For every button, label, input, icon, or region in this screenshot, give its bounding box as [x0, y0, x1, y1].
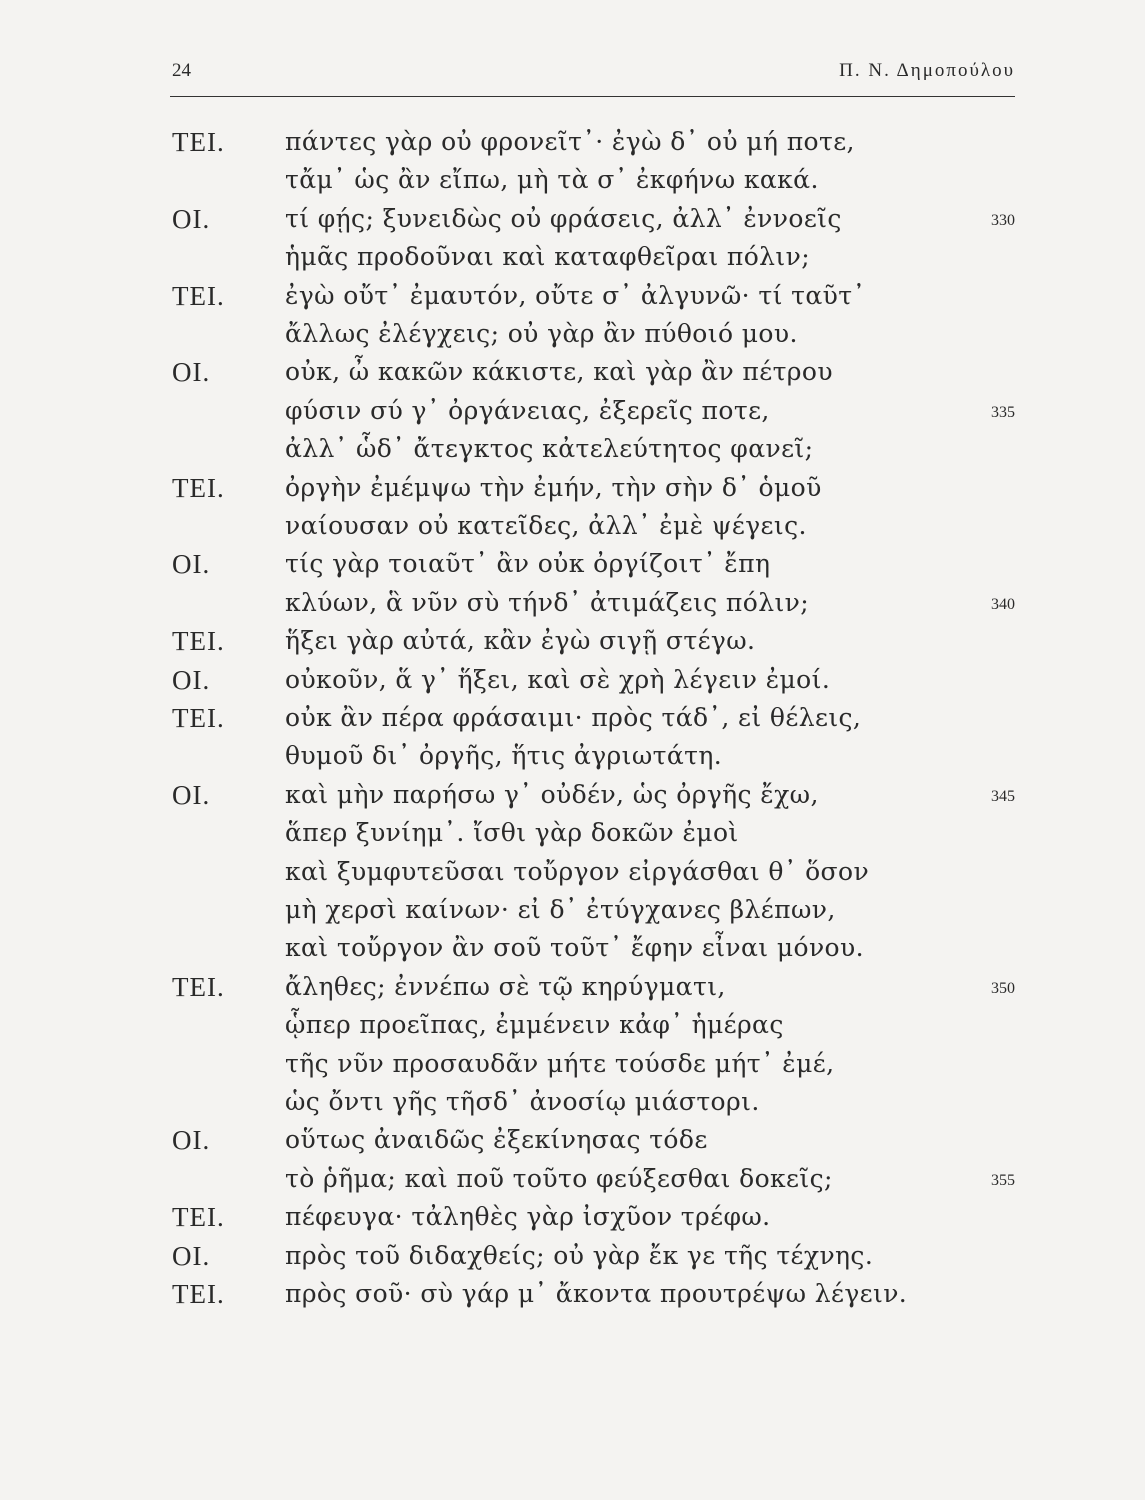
verse-line: [0, 1082, 1145, 1122]
speaker-label: ΤΕΙ.: [172, 626, 225, 657]
speaker-label: ΟΙ.: [172, 357, 211, 388]
verse-line: [0, 583, 1145, 623]
verse-text: ᾧπερ προεῖπας, ἐμμένειν κἀφ᾽ ἡμέρας: [285, 1010, 784, 1040]
verse-text: φύσιν σύ γ᾽ ὀργάνειας, ἐξερεῖς ποτε,: [285, 395, 770, 425]
verse-text: τὸ ῥῆμα; καὶ ποῦ τοῦτο φεύξεσθαι δοκεῖς;: [285, 1163, 833, 1193]
verse-text: ἅπερ ξυνίημ᾽. ἴσθι γὰρ δοκῶν ἐμοὶ: [285, 818, 739, 848]
speaker-label: ΟΙ.: [172, 1125, 211, 1156]
verse-line: [0, 698, 1145, 738]
speaker-label: ΤΕΙ.: [172, 280, 225, 311]
verse-text: ἐγὼ οὔτ᾽ ἐμαυτόν, οὔτε σ᾽ ἀλγυνῶ· τί ταῦτ᾽: [285, 280, 866, 310]
verse-line: [0, 660, 1145, 700]
verse-line: [0, 429, 1145, 469]
speaker-label: ΟΙ.: [172, 779, 211, 810]
speaker-label: ΟΙ.: [172, 203, 211, 234]
verse-text: ἀλλ᾽ ὧδ᾽ ἄτεγκτος κἀτελεύτητος φανεῖ;: [285, 434, 814, 464]
page-number: 24: [172, 60, 191, 81]
verse-text: πάντες γὰρ οὐ φρονεῖτ᾽· ἐγὼ δ᾽ οὐ μή ποτε,: [285, 127, 855, 156]
speaker-label: ΤΕΙ.: [172, 127, 225, 157]
verse-text: οὐκ ἂν πέρα φράσαιμι· πρὸς τάδ᾽, εἰ θέλεις,: [285, 703, 862, 732]
verse-text: τί φῄς; ξυνειδὼς οὐ φράσεις, ἀλλ᾽ ἐννοεῖς: [285, 203, 842, 233]
verse-text: πρὸς σοῦ· σὺ γάρ μ᾽ ἄκοντα προυτρέψω λέγειν.: [285, 1279, 908, 1308]
verse-line: [0, 813, 1145, 853]
verse-text: ἄληθες; ἐννέπω σὲ τῷ κηρύγματι,: [285, 971, 726, 1001]
speaker-label: ΟΙ.: [172, 664, 211, 695]
verse-line: [0, 1236, 1145, 1276]
verse-text: ὀργὴν ἐμέμψω τὴν ἐμήν, τὴν σὴν δ᾽ ὁμοῦ: [285, 472, 822, 502]
verse-text: οὐκοῦν, ἅ γ᾽ ἥξει, καὶ σὲ χρὴ λέγειν ἐμοί.: [285, 664, 831, 694]
speaker-label: ΤΕΙ.: [172, 1279, 225, 1309]
verse-line: [0, 544, 1145, 584]
verse-text: καὶ ξυμφυτεῦσαι τοὔργον εἰργάσθαι θ᾽ ὅσον: [285, 856, 870, 886]
verse-line: [0, 1044, 1145, 1084]
verse-text: τίς γὰρ τοιαῦτ᾽ ἂν οὐκ ὀργίζοιτ᾽ ἔπη: [285, 549, 771, 579]
verse-line: [0, 1159, 1145, 1199]
line-number: 355: [991, 1171, 1015, 1189]
speaker-label: ΤΕΙ.: [172, 1202, 225, 1233]
line-number: 340: [991, 595, 1015, 613]
verse-line: [0, 928, 1145, 968]
verse-text: θυμοῦ δι᾽ ὀργῆς, ἥτις ἀγριωτάτη.: [285, 741, 723, 771]
verse-line: [0, 506, 1145, 546]
verse-line: [0, 160, 1145, 200]
speaker-label: ΤΕΙ.: [172, 971, 225, 1002]
verse-text: πρὸς τοῦ διδαχθείς; οὐ γὰρ ἔκ γε τῆς τέχνης.: [285, 1240, 874, 1270]
line-number: 335: [991, 403, 1015, 421]
verse-text: οὐκ, ὦ κακῶν κάκιστε, καὶ γὰρ ἂν πέτρου: [285, 357, 833, 387]
verse-text: ἡμᾶς προδοῦναι καὶ καταφθεῖραι πόλιν;: [285, 242, 811, 272]
verse-text: τῆς νῦν προσαυδᾶν μήτε τούσδε μήτ᾽ ἐμέ,: [285, 1048, 835, 1078]
verse-text: τἄμ᾽ ὡς ἂν εἴπω, μὴ τὰ σ᾽ ἐκφήνω κακά.: [285, 165, 819, 195]
verse-line: [0, 276, 1145, 316]
verse-line: [0, 314, 1145, 354]
verse-text: καὶ μὴν παρήσω γ᾽ οὐδέν, ὡς ὀργῆς ἔχω,: [285, 779, 819, 809]
verse-line: [0, 199, 1145, 239]
verse-text: ναίουσαν οὐ κατεῖδες, ἀλλ᾽ ἐμὲ ψέγεις.: [285, 511, 807, 540]
line-number: 350: [991, 979, 1015, 997]
verse-line: [0, 122, 1145, 162]
verse-line: [0, 736, 1145, 776]
verse-line: [0, 1005, 1145, 1045]
line-number: 345: [991, 787, 1015, 805]
verse-text: ὡς ὄντι γῆς τῆσδ᾽ ἀνοσίῳ μιάστορι.: [285, 1087, 760, 1116]
speaker-label: ΤΕΙ.: [172, 472, 225, 503]
verse-text: μὴ χερσὶ καίνων· εἰ δ᾽ ἐτύγχανες βλέπων,: [285, 895, 836, 924]
speaker-label: ΟΙ.: [172, 549, 211, 580]
line-number: 330: [991, 211, 1015, 229]
verse-line: [0, 852, 1145, 892]
speaker-label: ΟΙ.: [172, 1240, 211, 1271]
verse-line: [0, 1274, 1145, 1314]
verse-text: πέφευγα· τἀληθὲς γὰρ ἰσχῦον τρέφω.: [285, 1202, 771, 1232]
running-head: Π. Ν. Δημοπούλου: [839, 60, 1015, 81]
verse-line: [0, 890, 1145, 930]
verse-line: [0, 775, 1145, 815]
verse-text: ἥξει γὰρ αὐτά, κἂν ἐγὼ σιγῇ στέγω.: [285, 626, 756, 656]
speaker-label: ΤΕΙ.: [172, 703, 225, 733]
verse-text: κλύων, ἃ νῦν σὺ τήνδ᾽ ἀτιμάζεις πόλιν;: [285, 587, 810, 617]
verse-line: [0, 391, 1145, 431]
verse-text: οὕτως ἀναιδῶς ἐξεκίνησας τόδε: [285, 1125, 708, 1155]
verse-text: καὶ τοὔργον ἂν σοῦ τοῦτ᾽ ἔφην εἶναι μόνου.: [285, 933, 864, 963]
verse-line: [0, 621, 1145, 661]
verse-line: [0, 468, 1145, 508]
verse-line: [0, 352, 1145, 392]
verse-line: [0, 967, 1145, 1007]
verse-line: [0, 237, 1145, 277]
verse-text: ἄλλως ἐλέγχεις; οὐ γὰρ ἂν πύθοιό μου.: [285, 319, 798, 348]
verse-line: [0, 1120, 1145, 1160]
verse-line: [0, 1197, 1145, 1237]
